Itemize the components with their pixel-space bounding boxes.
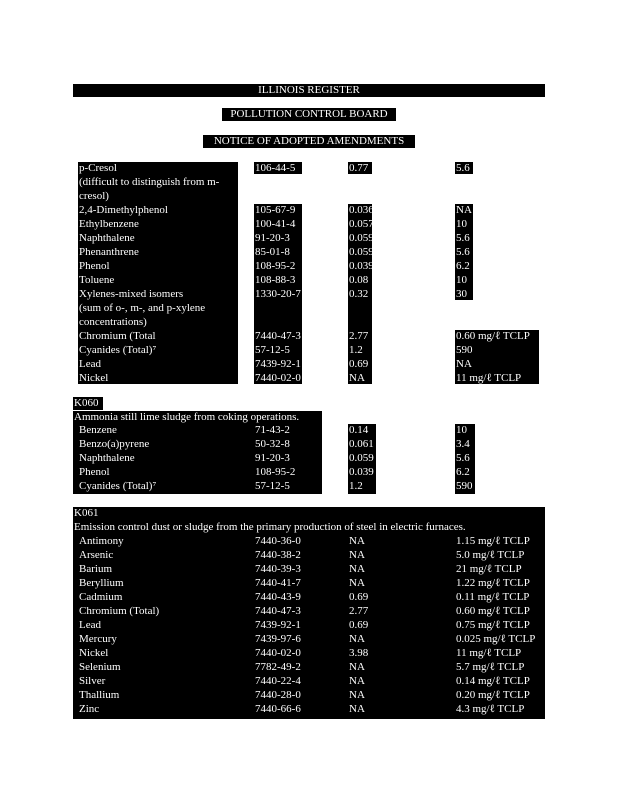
constituent-name: Cadmium bbox=[79, 591, 123, 603]
wastewater-standard: 0.69 bbox=[349, 358, 369, 370]
constituent-name: (sum of o-, m-, and p-xylene bbox=[79, 302, 206, 314]
nonwastewater-standard: 10 bbox=[456, 274, 467, 286]
nonwastewater-standard: 590 bbox=[456, 344, 473, 356]
constituent-name: Mercury bbox=[79, 633, 117, 645]
wastewater-standard: NA bbox=[349, 689, 365, 701]
nonwastewater-standard: 11 mg/ℓ TCLP bbox=[456, 372, 522, 384]
wastewater-standard: 0.69 bbox=[349, 619, 369, 631]
wastewater-standard: 0.08 bbox=[349, 274, 369, 286]
cas-number: 7440-02-0 bbox=[255, 647, 301, 659]
k060-description: Ammonia still lime sludge from coking operations. bbox=[74, 411, 300, 423]
cas-number: 7440-28-0 bbox=[255, 689, 301, 701]
cas-number: 57-12-5 bbox=[255, 344, 290, 356]
wastewater-standard: NA bbox=[349, 563, 365, 575]
nonwastewater-standard: 0.60 mg/ℓ TCLP bbox=[456, 330, 530, 342]
wastewater-standard: NA bbox=[349, 372, 365, 384]
constituent-name: Lead bbox=[79, 619, 101, 631]
wastewater-standard: 0.77 bbox=[349, 162, 369, 174]
cas-number: 91-20-3 bbox=[255, 232, 290, 244]
cas-number: 106-44-5 bbox=[255, 162, 296, 174]
nonwastewater-standard: NA bbox=[456, 204, 472, 216]
constituent-name: Cyanides (Total)⁷ bbox=[79, 480, 157, 492]
nonwastewater-standard: 6.2 bbox=[456, 466, 470, 478]
board-title: POLLUTION CONTROL BOARD bbox=[230, 108, 388, 120]
nonwastewater-standard: 590 bbox=[456, 480, 473, 492]
cas-number: 71-43-2 bbox=[255, 424, 290, 436]
constituent-name: Thallium bbox=[79, 689, 120, 701]
constituent-name: Arsenic bbox=[79, 549, 114, 561]
wastewater-standard: 2.77 bbox=[349, 605, 369, 617]
nonwastewater-standard: 5.6 bbox=[456, 452, 470, 464]
wastewater-standard: 1.2 bbox=[349, 480, 363, 492]
constituent-name: Cyanides (Total)⁷ bbox=[79, 344, 157, 356]
nonwastewater-standard: 5.0 mg/ℓ TCLP bbox=[456, 549, 525, 561]
constituent-name: Toluene bbox=[79, 274, 115, 286]
nonwastewater-standard: 1.15 mg/ℓ TCLP bbox=[456, 535, 530, 547]
cas-number: 7440-22-4 bbox=[255, 675, 301, 687]
constituent-name: Chromium (Total) bbox=[79, 605, 160, 617]
wastewater-standard: 2.77 bbox=[349, 330, 369, 342]
wastewater-standard: 0.039 bbox=[349, 260, 374, 272]
wastewater-standard: NA bbox=[349, 661, 365, 673]
wastewater-standard: 0.059 bbox=[349, 452, 374, 464]
wastewater-standard: NA bbox=[349, 675, 365, 687]
nonwastewater-standard: 0.20 mg/ℓ TCLP bbox=[456, 689, 530, 701]
nonwastewater-standard: 5.6 bbox=[456, 232, 470, 244]
constituent-name: Lead bbox=[79, 358, 101, 370]
cas-number: 100-41-4 bbox=[255, 218, 296, 230]
constituent-name: Xylenes-mixed isomers bbox=[79, 288, 184, 300]
cas-number: 105-67-9 bbox=[255, 204, 296, 216]
nonwastewater-standard: 0.60 mg/ℓ TCLP bbox=[456, 605, 530, 617]
constituent-name: (difficult to distinguish from m- bbox=[79, 176, 220, 188]
k061-description: Emission control dust or sludge from the primary production of steel in electric furnaces. bbox=[74, 521, 466, 533]
cas-number: 7440-47-3 bbox=[255, 330, 301, 342]
cas-number: 7440-66-6 bbox=[255, 703, 301, 715]
nonwastewater-standard: 5.6 bbox=[456, 162, 470, 174]
wastewater-standard: 0.036 bbox=[349, 204, 374, 216]
constituent-name: Ethylbenzene bbox=[79, 218, 139, 230]
constituent-name: Barium bbox=[79, 563, 112, 575]
constituent-name: 2,4-Dimethylphenol bbox=[79, 204, 168, 216]
wastewater-standard: NA bbox=[349, 535, 365, 547]
nonwastewater-standard: 1.22 mg/ℓ TCLP bbox=[456, 577, 530, 589]
cas-number: 7440-39-3 bbox=[255, 563, 301, 575]
wastewater-standard: 0.14 bbox=[349, 424, 369, 436]
cas-number: 7440-47-3 bbox=[255, 605, 301, 617]
cas-number: 7439-92-1 bbox=[255, 619, 301, 631]
nonwastewater-standard: 11 mg/ℓ TCLP bbox=[456, 647, 522, 659]
constituent-name: Nickel bbox=[79, 372, 109, 384]
wastewater-standard: 0.057 bbox=[349, 218, 374, 230]
constituent-name: Chromium (Total bbox=[79, 330, 156, 342]
cas-number: 108-95-2 bbox=[255, 260, 296, 272]
constituent-name: cresol) bbox=[79, 190, 109, 202]
cas-number: 108-95-2 bbox=[255, 466, 296, 478]
cas-number: 91-20-3 bbox=[255, 452, 290, 464]
wastewater-standard: 0.039 bbox=[349, 466, 374, 478]
constituent-name: p-Cresol bbox=[79, 162, 117, 174]
constituent-name: Benzene bbox=[79, 424, 117, 436]
cas-number: 7440-41-7 bbox=[255, 577, 301, 589]
nonwastewater-standard: 30 bbox=[456, 288, 467, 300]
wastewater-standard: 0.059 bbox=[349, 246, 374, 258]
constituent-name: Silver bbox=[79, 675, 106, 687]
cas-number: 7440-38-2 bbox=[255, 549, 301, 561]
nonwastewater-standard: 21 mg/ℓ TCLP bbox=[456, 563, 522, 575]
nonwastewater-standard: NA bbox=[456, 358, 472, 370]
nonwastewater-standard: 5.6 bbox=[456, 246, 470, 258]
nonwastewater-standard: 10 bbox=[456, 218, 467, 230]
wastewater-standard: NA bbox=[349, 577, 365, 589]
nonwastewater-standard: 0.025 mg/ℓ TCLP bbox=[456, 633, 536, 645]
wastewater-standard: NA bbox=[349, 633, 365, 645]
constituent-name: Selenium bbox=[79, 661, 121, 673]
cas-number: 50-32-8 bbox=[255, 438, 290, 450]
cas-number: 7440-43-9 bbox=[255, 591, 301, 603]
wastewater-standard: 3.98 bbox=[349, 647, 369, 659]
notice-title: NOTICE OF ADOPTED AMENDMENTS bbox=[213, 135, 405, 147]
nonwastewater-standard: 0.14 mg/ℓ TCLP bbox=[456, 675, 530, 687]
constituent-name: Naphthalene bbox=[79, 452, 135, 464]
constituent-name: Phenol bbox=[79, 260, 110, 272]
nonwastewater-standard: 6.2 bbox=[456, 260, 470, 272]
wastewater-standard: NA bbox=[349, 549, 365, 561]
cas-number: 108-88-3 bbox=[255, 274, 296, 286]
cas-number: 85-01-8 bbox=[255, 246, 290, 258]
constituent-name: concentrations) bbox=[79, 316, 147, 328]
wastewater-standard: 0.061 bbox=[349, 438, 374, 450]
cas-number: 7782-49-2 bbox=[255, 661, 301, 673]
constituent-name: Beryllium bbox=[79, 577, 124, 589]
wastewater-standard: 0.69 bbox=[349, 591, 369, 603]
wastewater-standard: 0.059 bbox=[349, 232, 374, 244]
constituent-name: Benzo(a)pyrene bbox=[79, 438, 150, 450]
wastewater-standard: 1.2 bbox=[349, 344, 363, 356]
constituent-name: Phenol bbox=[79, 466, 110, 478]
nonwastewater-standard: 0.11 mg/ℓ TCLP bbox=[456, 591, 530, 603]
cas-number: 7439-92-1 bbox=[255, 358, 301, 370]
nonwastewater-standard: 3.4 bbox=[456, 438, 470, 450]
constituent-name: Antimony bbox=[79, 535, 124, 547]
register-title: ILLINOIS REGISTER bbox=[258, 84, 360, 96]
cas-number: 1330-20-7 bbox=[255, 288, 301, 300]
cas-number: 7440-02-0 bbox=[255, 372, 301, 384]
k061-code: K061 bbox=[74, 507, 99, 519]
nonwastewater-standard: 4.3 mg/ℓ TCLP bbox=[456, 703, 525, 715]
nonwastewater-standard: 5.7 mg/ℓ TCLP bbox=[456, 661, 525, 673]
k060-code: K060 bbox=[74, 397, 99, 409]
constituent-name: Nickel bbox=[79, 647, 109, 659]
constituent-name: Zinc bbox=[79, 703, 100, 715]
nonwastewater-standard: 10 bbox=[456, 424, 467, 436]
cas-number: 57-12-5 bbox=[255, 480, 290, 492]
cas-number: 7439-97-6 bbox=[255, 633, 301, 645]
constituent-name: Naphthalene bbox=[79, 232, 135, 244]
constituent-name: Phenanthrene bbox=[79, 246, 139, 258]
wastewater-standard: 0.32 bbox=[349, 288, 369, 300]
nonwastewater-standard: 0.75 mg/ℓ TCLP bbox=[456, 619, 530, 631]
cas-number: 7440-36-0 bbox=[255, 535, 301, 547]
wastewater-standard: NA bbox=[349, 703, 365, 715]
